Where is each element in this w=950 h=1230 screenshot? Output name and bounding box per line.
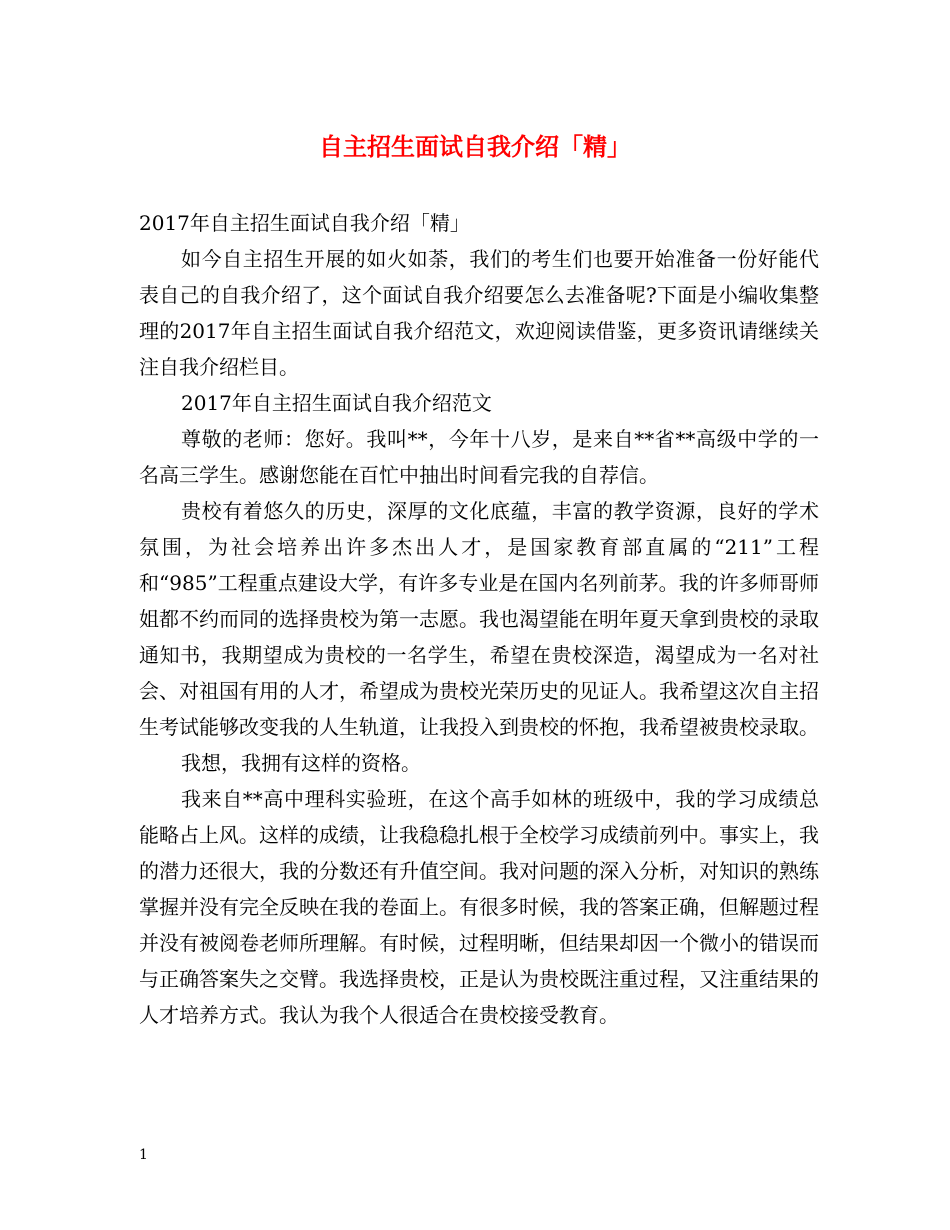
paragraph: 我想，我拥有这样的资格。	[181, 751, 421, 775]
paragraph: 2017年自主招生面试自我介绍「精」	[139, 211, 470, 235]
paragraph: 我来自**高中理科实验班，在这个高手如林的班级中，我的学习成绩总能略占上风。这样的成绩，让我稳稳扎根于全校学习成绩前列中。事实上，我的潜力还很大，我的分数还有升值空间。我对问题的深入分析，对知识的熟练掌握并没有完全反映在我的卷面上。有很多时候，我的答案正确，但解题过程并没有被阅卷老师所理解。有时候，过程明晰，但结果却因一个微小的错误而与正确答案失之交臂。我选择贵校，正是认为贵校既注重过程，又注重结果的人才培养方式。我认为我个人很适合在贵校接受教育。	[139, 787, 819, 1027]
document-body	[139, 205, 819, 1033]
paragraph: 如今自主招生开展的如火如荼，我们的考生们也要开始准备一份好能代表自己的自我介绍了，这个面试自我介绍要怎么去准备呢?下面是小编收集整理的2017年自主招生面试自我介绍范文，欢迎阅读借鉴，更多资讯请继续关注自我介绍栏目。	[139, 247, 819, 379]
paragraph: 贵校有着悠久的历史，深厚的文化底蕴，丰富的教学资源，良好的学术氛围，为社会培养出许多杰出人才，是国家教育部直属的“211”工程和“985”工程重点建设大学，有许多专业是在国内名列前茅。我的许多师哥师姐都不约而同的选择贵校为第一志愿。我也渴望能在明年夏天拿到贵校的录取通知书，我期望成为贵校的一名学生，希望在贵校深造，渴望成为一名对社会、对祖国有用的人才，希望成为贵校光荣历史的见证人。我希望这次自主招生考试能够改变我的人生轨道，让我投入到贵校的怀抱，我希望被贵校录取。	[139, 499, 819, 739]
document-title: 自主招生面试自我介绍「精」	[319, 132, 631, 161]
paragraph: 尊敬的老师：您好。我叫**，今年十八岁，是来自**省**高级中学的一名高三学生。感谢您能在百忙中抽出时间看完我的自荐信。	[139, 427, 819, 487]
paragraph: 2017年自主招生面试自我介绍范文	[181, 391, 492, 415]
page-number: 1	[139, 1147, 148, 1163]
